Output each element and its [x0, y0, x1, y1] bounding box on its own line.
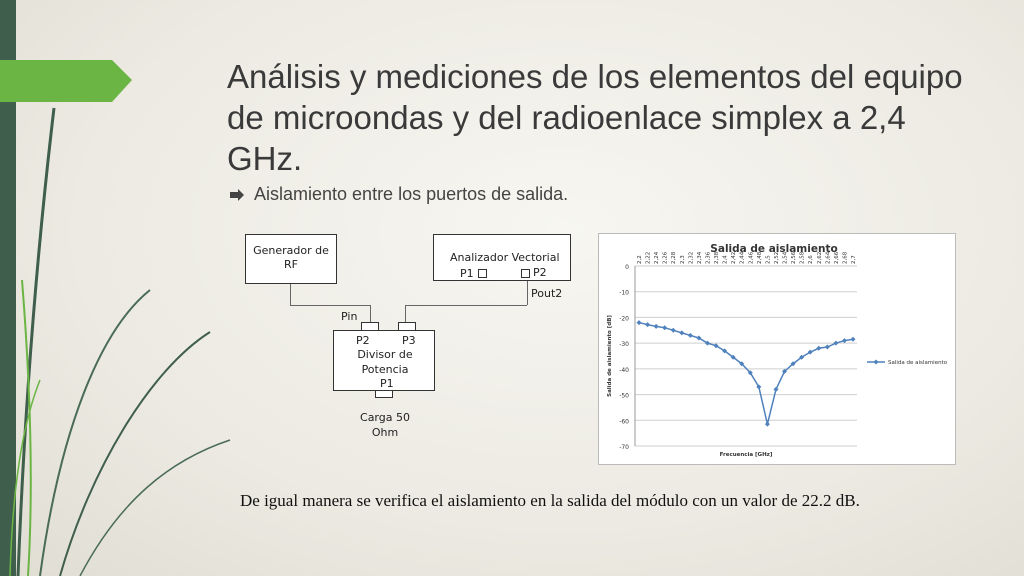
y-tick-label: -60 [619, 418, 629, 426]
x-tick-label: 2,26 [662, 251, 669, 264]
data-point [833, 341, 838, 346]
analyzer-p1-port [478, 269, 487, 278]
x-tick-label: 2,36 [705, 251, 712, 264]
slide-title: Análisis y mediciones de los elementos del equipo de microondas y del radioenlace simplex a 2,4 GHz. [227, 58, 963, 177]
wire-analyzer-left [405, 305, 527, 306]
data-point [637, 320, 642, 325]
legend-label: Salida de aislamiento [888, 360, 948, 366]
y-tick-label: 0 [625, 264, 629, 271]
data-point [765, 422, 770, 427]
bullet-text: Aislamiento entre los puertos de salida. [254, 184, 569, 204]
wire-generator-down [290, 283, 291, 305]
bullet-item [230, 184, 568, 205]
x-tick-label: 2,32 [688, 251, 695, 264]
x-tick-label: 2,48 [756, 251, 763, 264]
data-point [825, 345, 830, 350]
x-tick-label: 2,62 [816, 251, 823, 264]
x-tick-label: 2,6 [808, 255, 815, 264]
x-tick-label: 2,44 [739, 251, 746, 264]
data-point [679, 330, 684, 335]
load-label: Carga 50 Ohm [360, 411, 410, 439]
x-tick-label: 2,3 [679, 255, 686, 264]
analyzer-p1-label: P1 [460, 267, 474, 280]
data-point [773, 387, 778, 392]
wire-to-pin [370, 305, 371, 323]
x-tick-label: 2,54 [782, 251, 789, 264]
arrow-bullet-icon [230, 188, 244, 202]
divider-p1-label: P1 [380, 377, 394, 390]
divider-p1-port [375, 390, 393, 398]
x-tick-label: 2,64 [825, 251, 832, 264]
analyzer-p2-label: P2 [533, 266, 547, 279]
grass-decoration-icon [0, 0, 240, 576]
data-point [671, 328, 676, 333]
x-tick-label: 2,5 [765, 255, 772, 264]
x-tick-label: 2,24 [654, 251, 661, 264]
y-tick-label: -30 [619, 341, 629, 349]
divider-p2-label: P2 [356, 334, 370, 347]
x-tick-label: 2,2 [637, 255, 643, 264]
isolation-chart-svg [599, 234, 955, 464]
divider-box [333, 330, 435, 391]
x-axis-label: Frecuencia [GHz] [719, 452, 773, 458]
x-tick-label: 2,58 [799, 251, 806, 264]
wire-generator-right [290, 305, 370, 306]
data-point [851, 337, 856, 342]
analyzer-label: Analizador Vectorial [450, 251, 560, 264]
generator-label: Generador de RF [253, 244, 329, 271]
data-point [816, 346, 821, 351]
data-point [688, 333, 693, 338]
wire-analyzer-down [527, 280, 528, 305]
chart-title: Salida de aislamiento [710, 243, 838, 255]
divider-p3-label: P3 [402, 334, 416, 347]
series-line [639, 323, 853, 425]
y-tick-label: -50 [619, 392, 629, 400]
x-tick-label: 2,22 [645, 251, 652, 264]
y-tick-label: -20 [619, 315, 629, 323]
y-tick-label: -70 [619, 444, 629, 451]
x-tick-label: 2,66 [833, 251, 840, 264]
x-tick-label: 2,46 [748, 251, 755, 264]
wire-to-p3 [405, 305, 406, 323]
x-tick-label: 2,52 [773, 251, 780, 264]
data-point [654, 324, 659, 329]
x-tick-label: 2,56 [791, 251, 798, 264]
note-text: De igual manera se verifica el aislamiento en la salida del módulo con un valor de 22.2 dB. [240, 491, 860, 510]
x-tick-label: 2,4 [722, 255, 729, 264]
generator-box [245, 234, 337, 284]
x-tick-label: 2,38 [714, 251, 721, 264]
pout2-label: Pout2 [531, 287, 563, 300]
isolation-chart [598, 233, 956, 465]
divider-label: Divisor de Potencia [357, 348, 413, 376]
analyzer-box [433, 234, 571, 281]
x-tick-label: 2,28 [671, 251, 678, 264]
y-axis-label: Salida de aislamiento [dB] [607, 315, 613, 397]
data-point [645, 322, 650, 327]
analyzer-p2-port [521, 269, 530, 278]
legend-marker [874, 360, 879, 365]
pin-label: Pin [341, 310, 358, 323]
data-point [662, 325, 667, 330]
x-tick-label: 2,7 [851, 255, 857, 264]
x-tick-label: 2,34 [696, 251, 703, 264]
y-tick-label: -10 [619, 289, 629, 297]
x-tick-label: 2,68 [842, 251, 849, 264]
y-tick-label: -40 [619, 366, 629, 374]
data-point [842, 338, 847, 343]
x-tick-label: 2,42 [731, 251, 738, 264]
